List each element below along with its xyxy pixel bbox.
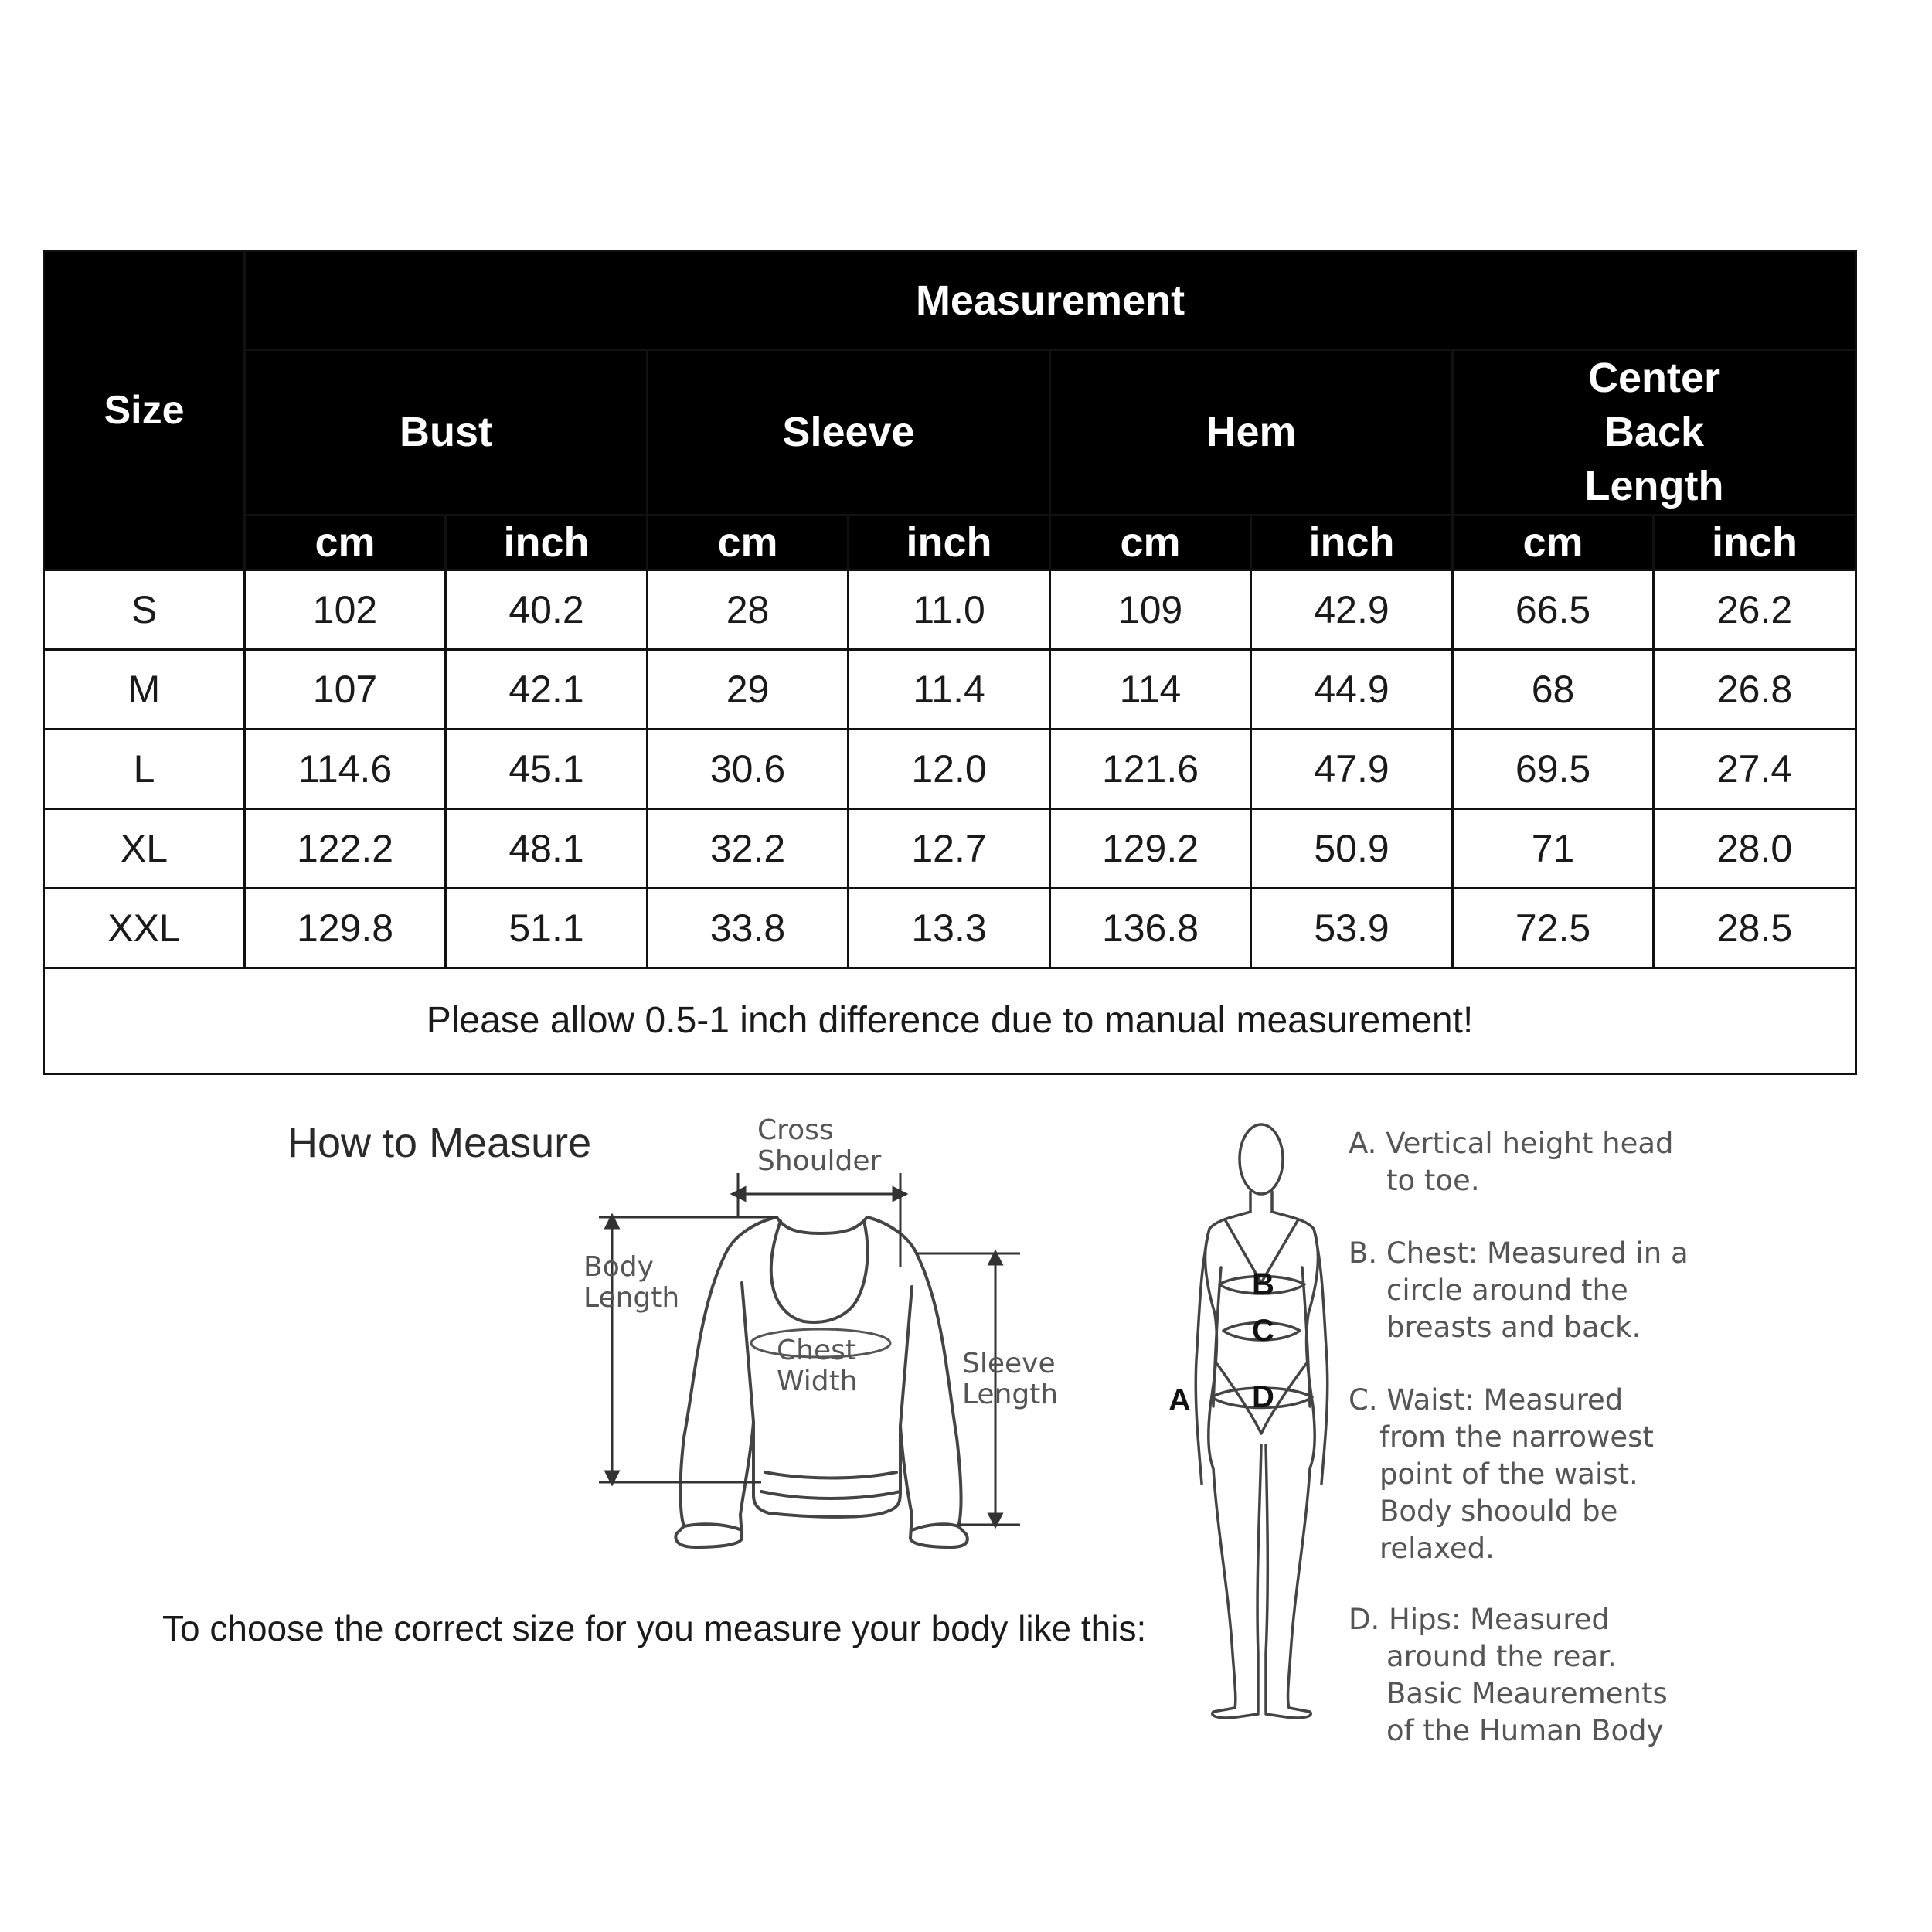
back-length-inch-cell: 27.4 [1654,729,1856,808]
body-length-label [583,1252,679,1314]
unit-inch-header: inch [849,515,1050,570]
cross-shoulder-line: Cross [757,1114,834,1146]
size-cell: M [44,649,245,729]
body-letter-d: D [1252,1380,1274,1414]
body-letter-a: A [1168,1383,1191,1417]
cross-shoulder-label [757,1115,881,1177]
size-header: Size [44,251,245,570]
note-d-label: D. [1349,1603,1380,1636]
note-b-line: breasts and back. [1386,1311,1641,1344]
hem-cm-cell: 129.2 [1050,808,1251,888]
note-b-line: Chest: Measured in a [1386,1236,1689,1270]
how-to-measure-title: How to Measure [287,1120,592,1166]
sleeve-cm-cell: 28 [648,570,849,649]
body-length-line: Body [583,1251,654,1283]
bust-inch-cell: 48.1 [446,808,648,888]
note-d-line: Hips: Measured [1389,1603,1610,1636]
sleeve-inch-cell: 11.0 [849,570,1050,649]
hem-inch-cell: 53.9 [1251,888,1453,968]
hem-cm-cell: 136.8 [1050,888,1251,968]
back-length-inch-cell: 28.5 [1654,888,1856,968]
bust-inch-cell: 40.2 [446,570,648,649]
hem-inch-cell: 42.9 [1251,570,1453,649]
size-cell: XXL [44,888,245,968]
hem-cm-cell: 121.6 [1050,729,1251,808]
bust-inch-cell: 42.1 [446,649,648,729]
back-length-inch-cell: 26.8 [1654,649,1856,729]
back-length-cm-cell: 71 [1453,808,1654,888]
sleeve-cm-cell: 29 [648,649,849,729]
note-a-line: Vertical height head [1386,1127,1674,1160]
unit-inch-header: inch [446,515,648,570]
size-cell: S [44,570,245,649]
sleeve-length-line: Sleeve [962,1348,1056,1379]
back-length-inch-cell: 28.0 [1654,808,1856,888]
bust-inch-cell: 45.1 [446,729,648,808]
unit-cm-header: cm [648,515,849,570]
note-c [1349,1382,1654,1567]
bust-cm-cell: 114.6 [245,729,446,808]
back-length-cm-cell: 69.5 [1453,729,1654,808]
note-b-line: circle around the [1386,1274,1628,1307]
bust-cm-cell: 107 [245,649,446,729]
sleeve-inch-cell: 12.7 [849,808,1050,888]
unit-cm-header: cm [1453,515,1654,570]
bust-cm-cell: 102 [245,570,446,649]
chest-width-label [777,1335,858,1397]
note-d-line: around the rear. [1386,1640,1617,1673]
back-length-cm-cell: 66.5 [1453,570,1654,649]
sleeve-length-line: Length [962,1379,1059,1410]
instruction-text: To choose the correct size for you measure your body like this: [162,1608,1147,1648]
body-letter-c: C [1252,1314,1274,1348]
note-c-line: point of the waist. [1379,1458,1638,1491]
chest-width-line: Width [777,1366,858,1397]
sleeve-inch-cell: 11.4 [849,649,1050,729]
hem-cm-cell: 109 [1050,570,1251,649]
note-c-line: Waist: Measured [1386,1383,1624,1417]
bust-header: Bust [245,350,648,515]
sleeve-cm-cell: 33.8 [648,888,849,968]
hem-cm-cell: 114 [1050,649,1251,729]
body-figure [1196,1124,1327,1718]
center-back-length-label: Center Back Length [1584,355,1724,510]
bust-inch-cell: 51.1 [446,888,648,968]
note-c-line: from the narrowest [1379,1420,1654,1454]
sleeve-length-label [962,1349,1058,1410]
measurement-note: Please allow 0.5-1 inch difference due to manual measurement! [44,968,1856,1073]
note-a [1349,1125,1674,1199]
hem-inch-cell: 47.9 [1251,729,1453,808]
body-letter-b: B [1252,1267,1274,1301]
cross-shoulder-line: Shoulder [757,1145,882,1177]
hem-inch-cell: 50.9 [1251,808,1453,888]
back-length-inch-cell: 26.2 [1654,570,1856,649]
note-d-line: of the Human Body [1386,1714,1664,1747]
back-length-cm-cell: 68 [1453,649,1654,729]
sleeve-header: Sleeve [648,350,1050,515]
sleeve-cm-cell: 30.6 [648,729,849,808]
note-d [1349,1601,1668,1750]
back-length-cm-cell: 72.5 [1453,888,1654,968]
note-d-line: Basic Meaurements [1386,1677,1668,1710]
note-a-label: A. [1349,1127,1377,1160]
sleeve-inch-cell: 13.3 [849,888,1050,968]
unit-cm-header: cm [245,515,446,570]
unit-cm-header: cm [1050,515,1251,570]
unit-inch-header: inch [1654,515,1856,570]
body-length-line: Length [583,1282,680,1314]
hem-header: Hem [1050,350,1453,515]
note-c-line: Body shoould be [1379,1495,1618,1528]
hem-inch-cell: 44.9 [1251,649,1453,729]
sleeve-inch-cell: 12.0 [849,729,1050,808]
measurement-header: Measurement [245,251,1856,350]
unit-inch-header: inch [1251,515,1453,570]
note-a-line: to toe. [1386,1164,1480,1197]
bust-cm-cell: 122.2 [245,808,446,888]
note-c-label: C. [1349,1383,1378,1417]
note-b [1349,1235,1689,1346]
size-cell: L [44,729,245,808]
note-b-label: B. [1349,1236,1378,1270]
sleeve-cm-cell: 32.2 [648,808,849,888]
size-cell: XL [44,808,245,888]
note-c-line: relaxed. [1379,1532,1495,1565]
chest-width-line: Chest [777,1335,856,1366]
bust-cm-cell: 129.8 [245,888,446,968]
